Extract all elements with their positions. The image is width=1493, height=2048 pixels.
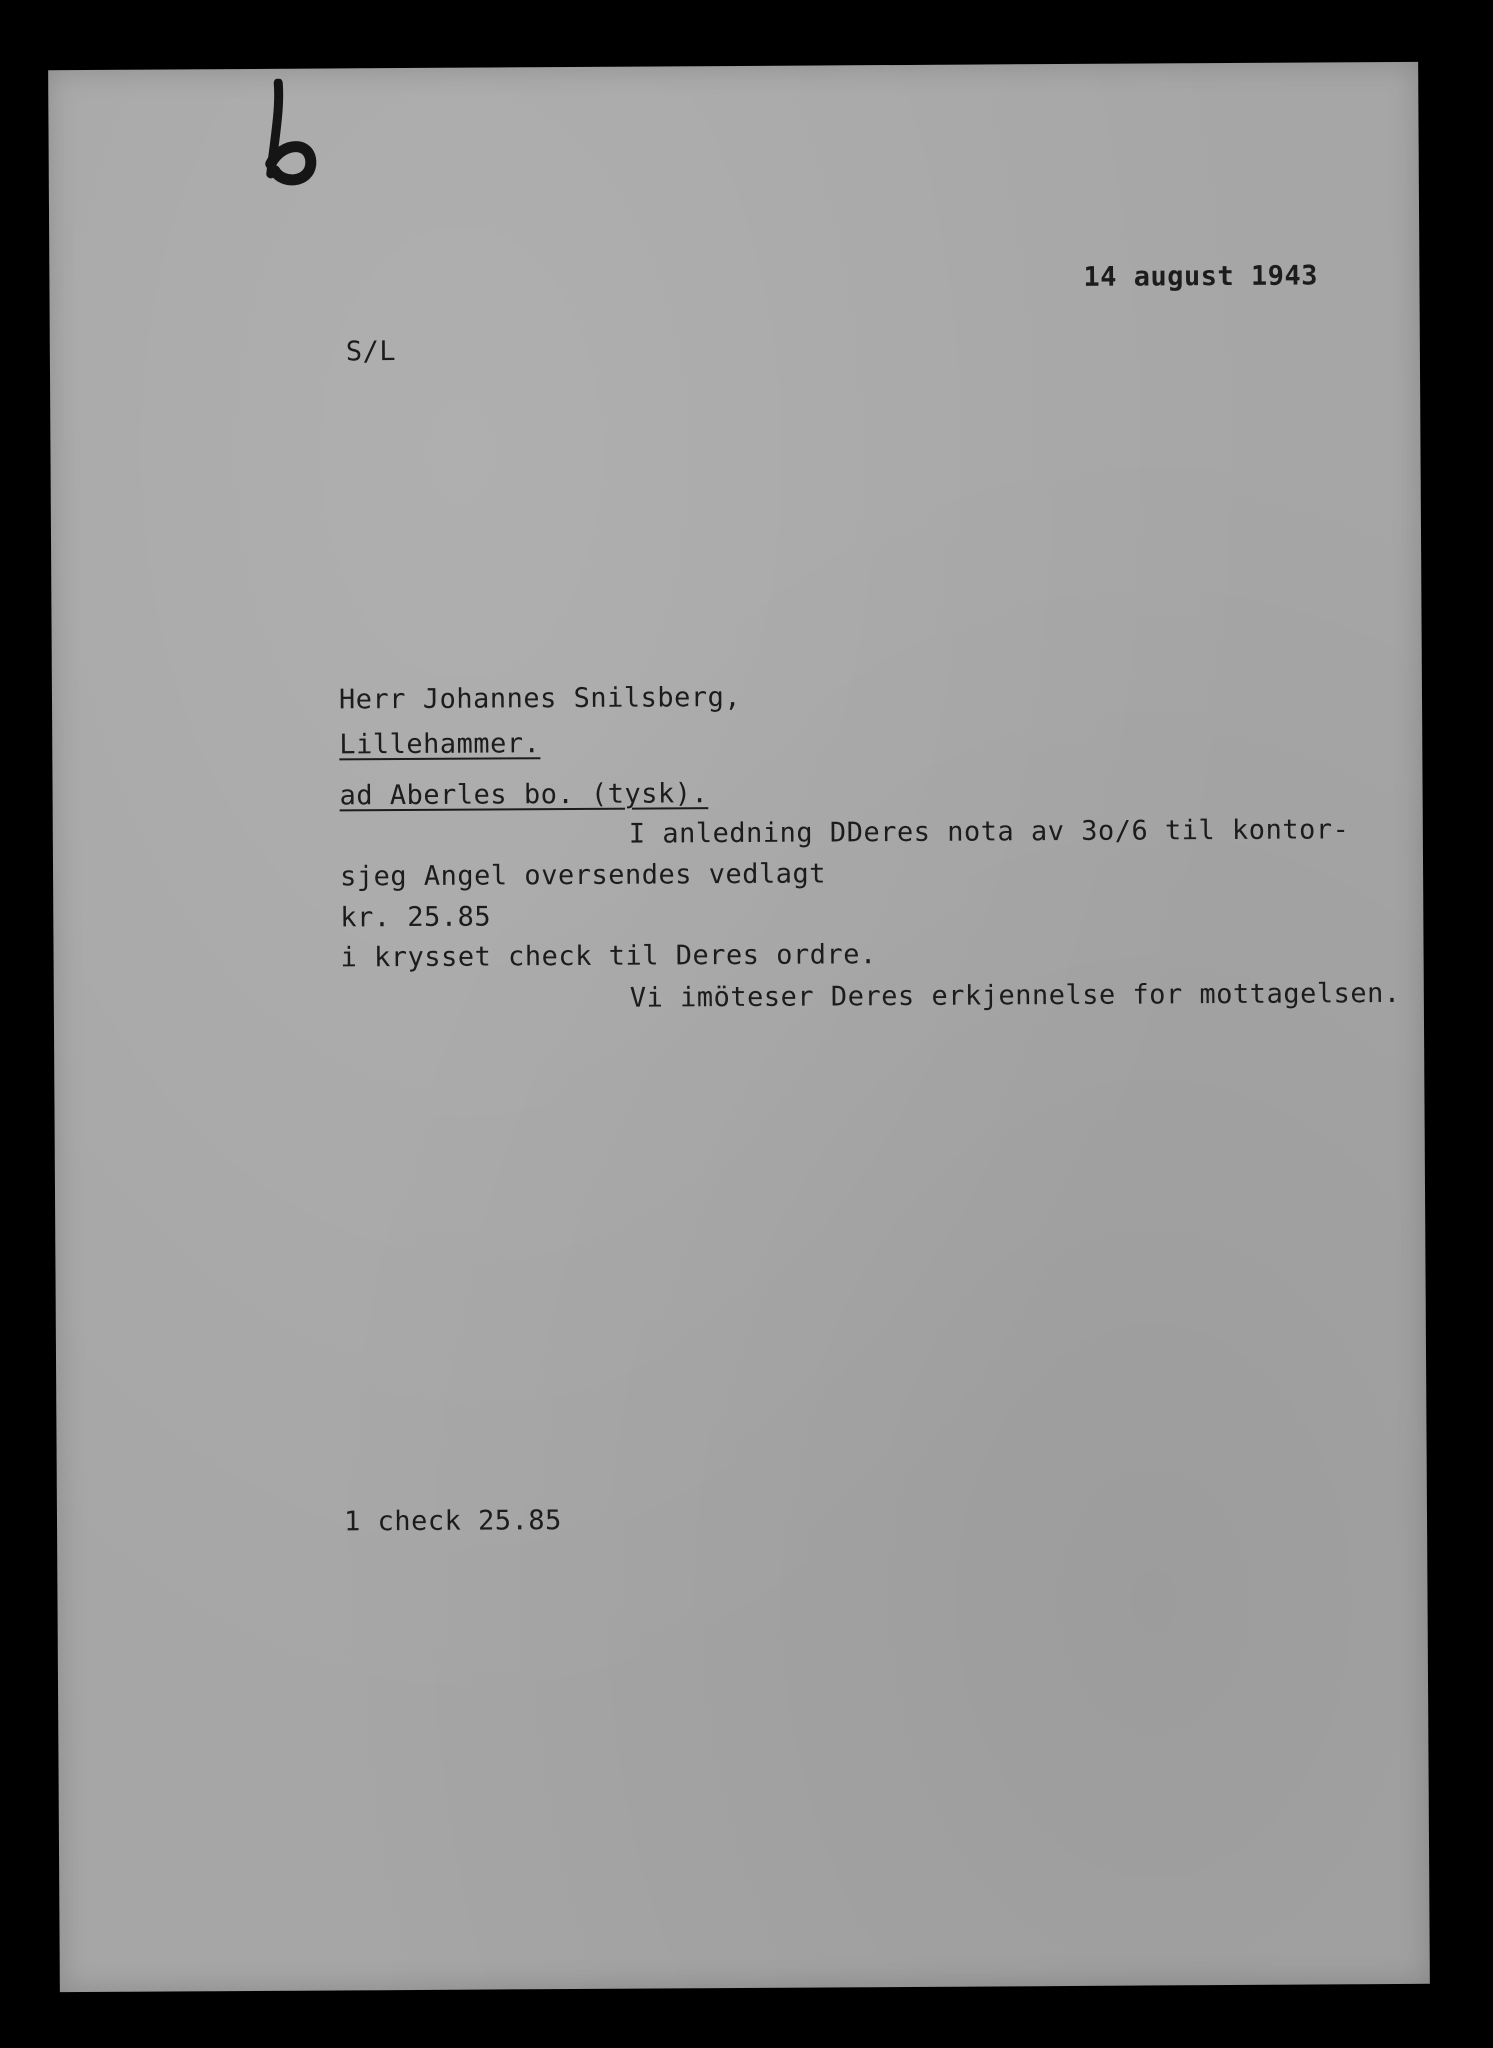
enclosure-note: 1 check 25.85 — [343, 1505, 562, 1538]
body-line-1: I anledning DDeres nota av 3o/6 til kontor- — [628, 814, 1350, 850]
body-line-5: Vi imöteser Deres erkjennelse for mottagelsen. — [629, 977, 1401, 1014]
subject-line: ad Aberles bo. (tysk). — [339, 778, 709, 812]
body-line-2: sjeg Angel oversendes vedlagt — [339, 858, 827, 893]
body-line-4: i krysset check til Deres ordre. — [340, 939, 877, 974]
recipient-name: Herr Johannes Snilsberg, — [338, 681, 742, 716]
handwritten-page-number — [260, 78, 331, 188]
page-number-text: 6 — [260, 78, 261, 80]
recipient-place: Lillehammer. — [339, 728, 541, 761]
document-page — [48, 62, 1430, 1992]
body-line-3: kr. 25.85 — [340, 901, 492, 934]
letter-date: 14 august 1943 — [1083, 260, 1319, 293]
reference-code: S/L — [345, 336, 397, 368]
